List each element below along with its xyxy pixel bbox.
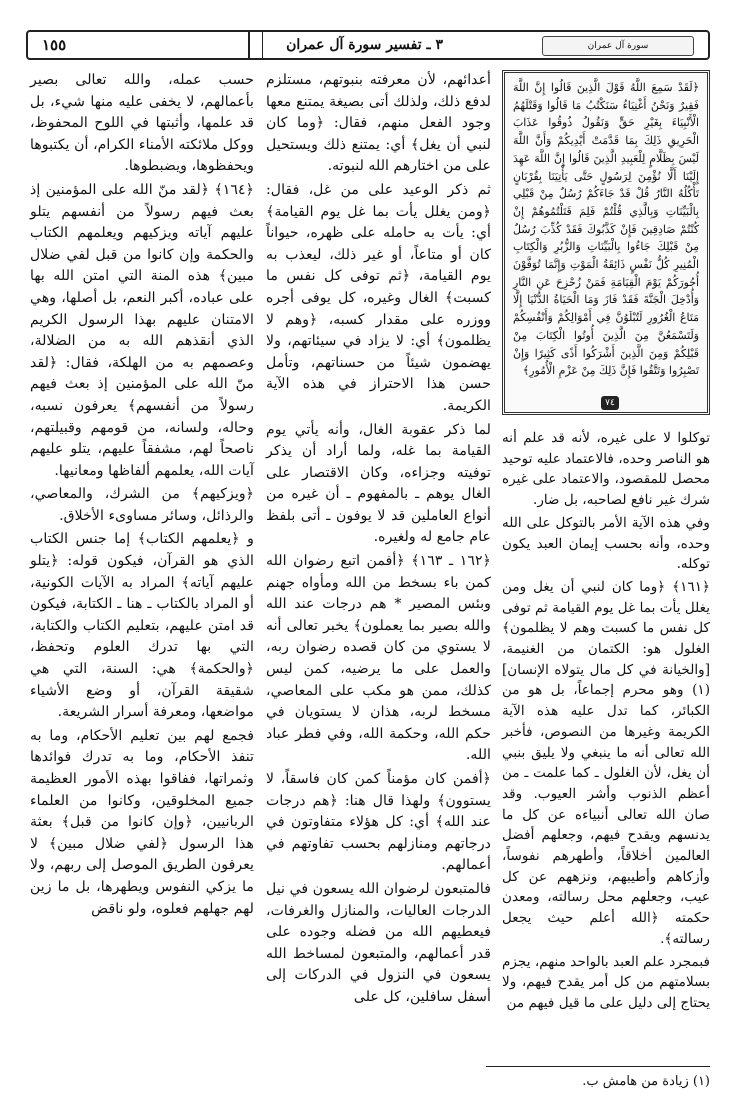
paragraph: فالمتبعون لرضوان الله يسعون في نيل الدرجات العاليات، والمنازل والغرفات، فيعطيهم الله من فضله وجوده على قدر أعمالهم، والمتبعون لمساخط الله يسعون في النزول في الدركات إلى أسفل سافلين، كل على — [266, 880, 491, 1005]
paragraph: حسب عمله، والله تعالى بصير بأعمالهم، لا يخفى عليه منها شيء، بل قد علمها، وأثبتها في اللوح المحفوظ، ووكل ملائكته الأمناء الكرام، أن يكتبوها ويحفظوها، ويضبطوها. — [30, 72, 254, 175]
paragraph: توكلوا لا على غيره، لأنه قد علم أنه هو الناصر وحده، فالاعتماد عليه توحيد محصل للمقصود، والاعتماد على غيره شرك غير نافع لصاحبه، بل ضار. — [502, 430, 710, 509]
column-left — [30, 70, 254, 922]
surah-ornament: سورة آل عمران — [542, 36, 694, 56]
column-middle — [266, 70, 491, 1011]
column-right — [502, 428, 710, 1016]
paragraph: لما ذكر عقوبة الغال، وأنه يأتي يوم القيامة بما غله، ولما أراد أن يذكر توفيته وجزاءه، وكان الاقتصار على الغال يوهم ـ بالمفهوم ـ أن غيره من أنواع العاملين قد لا يوفون ـ أتى بلفظ عام جامع له ولغيره. — [266, 421, 491, 546]
paragraph: ﴿أفمن كان مؤمناً كمن كان فاسقاً، لا يستوون﴾ ولهذا قال هنا: ﴿هم درجات عند الله﴾ أي: كل هؤلاء متفاوتون في درجاتهم ومنازلهم بحسب تفاوتهم في أعمالهم. — [266, 771, 491, 874]
footnote: (١) زيادة من هامش ب. — [582, 1074, 710, 1089]
paragraph: ﴿١٦٤﴾ ﴿لقد منّ الله على المؤمنين إذ بعث فيهم رسولاً من أنفسهم يتلو عليهم آياته ويزكيهم ويعلمهم الكتاب والحكمة وإن كانوا من قبل لفي ضلال مبين﴾ هذه المنة التي امتن الله بها على عباده، أكبر النعم، بل أصلها، وهي الامتنان عليهم بهذا الرسول الكريم الذي أنقذهم الله به من الضلالة، وعصمهم به من الهلكة، فقال: ﴿لقد منّ الله على المؤمنين إذ بعث فيهم رسولاً من أنفسهم﴾ يعرفون نسبه، وحاله، ولسانه، من قومهم وقبيلتهم، ناصحاً لهم، مشفقاً عليهم، يتلو عليهم آيات الله، يعلمهم ألفاظها ومعانيها. — [30, 181, 254, 479]
paragraph: ثم ذكر الوعيد على من غل، فقال: ﴿ومن يغلل يأت بما غل يوم القيامة﴾ أي: يأت به حامله على ظهره، حيواناً كان أو متاعاً، أو غير ذلك، ليعذب به يوم القيامة، ﴿ثم توفى كل نفس ما كسبت﴾ الغال وغيره، كل يوفى أجره ووزره على مقدار كسبه، ﴿وهم لا يظلمون﴾ أي: لا يزاد في سيئاتهم، ولا يهضمون شيئاً من حسناتهم، وتأمل حسن هذا الاحتراز في هذه الآية الكريمة. — [266, 181, 491, 414]
paragraph: فجمع لهم بين تعليم الأحكام، وما به تنفذ الأحكام، وما به تدرك فوائدها وثمراتها، ففاقوا بهذه الأمور العظيمة جميع المخلوقين، وكانوا من العلماء الربانيين، ﴿وإن كانوا من قبل﴾ بعثة هذا الرسول ﴿لفي ضلال مبين﴾ لا يعرفون الطريق الموصل إلى ربهم، ولا ما يزكي النفوس ويطهرها، بل ما زين لهم جهلهم فعلوه، ولو ناقض — [30, 727, 254, 917]
mushaf-page-badge: ٧٤ — [601, 396, 619, 410]
quran-verse-box — [502, 70, 710, 415]
page-title: ٣ ـ تفسير سورة آل عمران — [286, 37, 443, 53]
paragraph: ﴿١٦٢ ـ ١٦٣﴾ ﴿أفمن اتبع رضوان الله كمن باء بسخط من الله ومأواه جهنم وبئس المصير * هم درجات عند الله والله بصير بما يعملون﴾ يخبر تعالى أنه لا يستوي من كان قصده رضوان ربه، والعمل على ما يرضيه، كمن ليس كذلك، ممن هو مكب على المعاصي، مسخط لربه، هذان لا يستويان في حكم الله، وحكمة الله، وفي فطر عباد الله. — [266, 553, 491, 764]
paragraph: وفي هذه الآية الأمر بالتوكل على الله وحده، وأنه بحسب إيمان العبد يكون توكله. — [502, 514, 710, 573]
paragraph: أعدائهم، لأن معرفته بنبوتهم، مستلزم لدفع ذلك، ولذلك أتى بصيغة يمتنع معها وجود الفعل منهم، فقال: ﴿وما كان لنبي أن يغل﴾ أي: يمتنع ذلك ويستحيل على من اختارهم الله لنبوته. — [266, 72, 491, 175]
page-header — [26, 30, 710, 60]
paragraph: فبمجرد علم العبد بالواحد منهم، يجزم بسلامتهم من كل أمر يقدح فيهم، ولا يحتاج إلى دليل على ما قيل فيهم من — [502, 953, 710, 1011]
header-divider-thin — [262, 32, 263, 58]
page-number: ١٥٥ — [42, 36, 67, 54]
footnote-divider — [486, 1066, 710, 1067]
quran-text: ﴿لَقَدْ سَمِعَ اللَّهُ قَوْلَ الَّذِينَ قَالُوا إِنَّ اللَّهَ فَقِيرٌ وَنَحْنُ أَغْنِيَاءُ سَنَكْتُبُ مَا قَالُوا وَقَتْلَهُمُ الْأَنْبِيَاءَ بِغَيْرِ حَقٍّ وَنَقُولُ ذُوقُوا عَذَابَ الْحَرِيقِ ذَلِكَ بِمَا قَدَّمَتْ أَيْدِيكُمْ وَأَنَّ اللَّهَ لَيْسَ بِظَلَّامٍ لِلْعَبِيدِ الَّذِينَ قَالُوا إِنَّ اللَّهَ عَهِدَ إِلَيْنَا أَلَّا نُؤْمِنَ لِرَسُولٍ حَتَّى يَأْتِيَنَا بِقُرْبَانٍ تَأْكُلُهُ النَّارُ قُلْ قَدْ جَاءَكُمْ رُسُلٌ مِنْ قَبْلِي بِالْبَيِّنَاتِ وَبِالَّذِي قُلْتُمْ فَلِمَ قَتَلْتُمُوهُمْ إِنْ كُنْتُمْ صَادِقِينَ فَإِنْ كَذَّبُوكَ فَقَدْ كُذِّبَ رُسُلٌ مِنْ قَبْلِكَ جَاءُوا بِالْبَيِّنَاتِ وَالزُّبُرِ وَالْكِتَابِ الْمُنِيرِ كُلُّ نَفْسٍ ذَائِقَةُ الْمَوْتِ وَإِنَّمَا تُوَفَّوْنَ أُجُورَكُمْ يَوْمَ الْقِيَامَةِ فَمَنْ زُحْزِحَ عَنِ النَّارِ وَأُدْخِلَ الْجَنَّةَ فَقَدْ فَازَ وَمَا الْحَيَاةُ الدُّنْيَا إِلَّا مَتَاعُ الْغُرُورِ لَتُبْلَوُنَّ فِي أَمْوَالِكُمْ وَأَنْفُسِكُمْ وَلَتَسْمَعُنَّ مِنَ الَّذِينَ أُوتُوا الْكِتَابَ مِنْ قَبْلِكُمْ وَمِنَ الَّذِينَ أَشْرَكُوا أَذًى كَثِيرًا وَإِنْ تَصْبِرُوا وَتَتَّقُوا فَإِنَّ ذَلِكَ مِنْ عَزْمِ الْأُمُورِ﴾ — [513, 81, 699, 378]
paragraph: ﴿١٦١﴾ ﴿وما كان لنبي أن يغل ومن يغلل يأت بما غل يوم القيامة ثم توفى كل نفس ما كسبت وهم لا يظلمون﴾ الغلول هو: الكتمان من الغنيمة، [والخيانة في كل مال يتولاه الإنسان](١) وهو محرم إجماعاً، بل هو من الكبائر، كما تدل عليه هذه الآية الكريمة وغيرها من النصوص، فأخبر الله تعالى أنه ما ينبغي ولا يليق بنبي أن يغل، لأن الغلول ـ كما علمت ـ من أعظم الذنوب وأشر العيوب. وقد صان الله تعالى أنبياءه عن كل ما يدنسهم ويقدح فيهم، وجعلهم أفضل العالمين أخلاقاً، وأطهرهم نفوساً، وأزكاهم وأطيبهم، ونزههم عن كل عيب، وجعلهم محل رسالته، ومعدن حكمته ﴿الله أعلم حيث يجعل رسالته﴾. — [502, 578, 710, 947]
header-divider — [248, 32, 250, 58]
paragraph: ﴿ويزكيهم﴾ من الشرك، والمعاصي، والرذائل، وسائر مساوىء الأخلاق. — [30, 486, 254, 524]
paragraph: و ﴿يعلمهم الكتاب﴾ إما جنس الكتاب الذي هو القرآن، فيكون قوله: ﴿يتلو عليهم آياته﴾ المراد به الآيات الكونية، أو المراد بالكتاب ـ هنا ـ الكتابة، فيكون قد امتن عليهم، بتعليم الكتاب والكتابة، التي بها تدرك العلوم وتحفظ، ﴿والحكمة﴾ هي: السنة، التي هي شقيقة القرآن، أو وضع الأشياء مواضعها، ومعرفة أسرار الشريعة. — [30, 531, 254, 721]
